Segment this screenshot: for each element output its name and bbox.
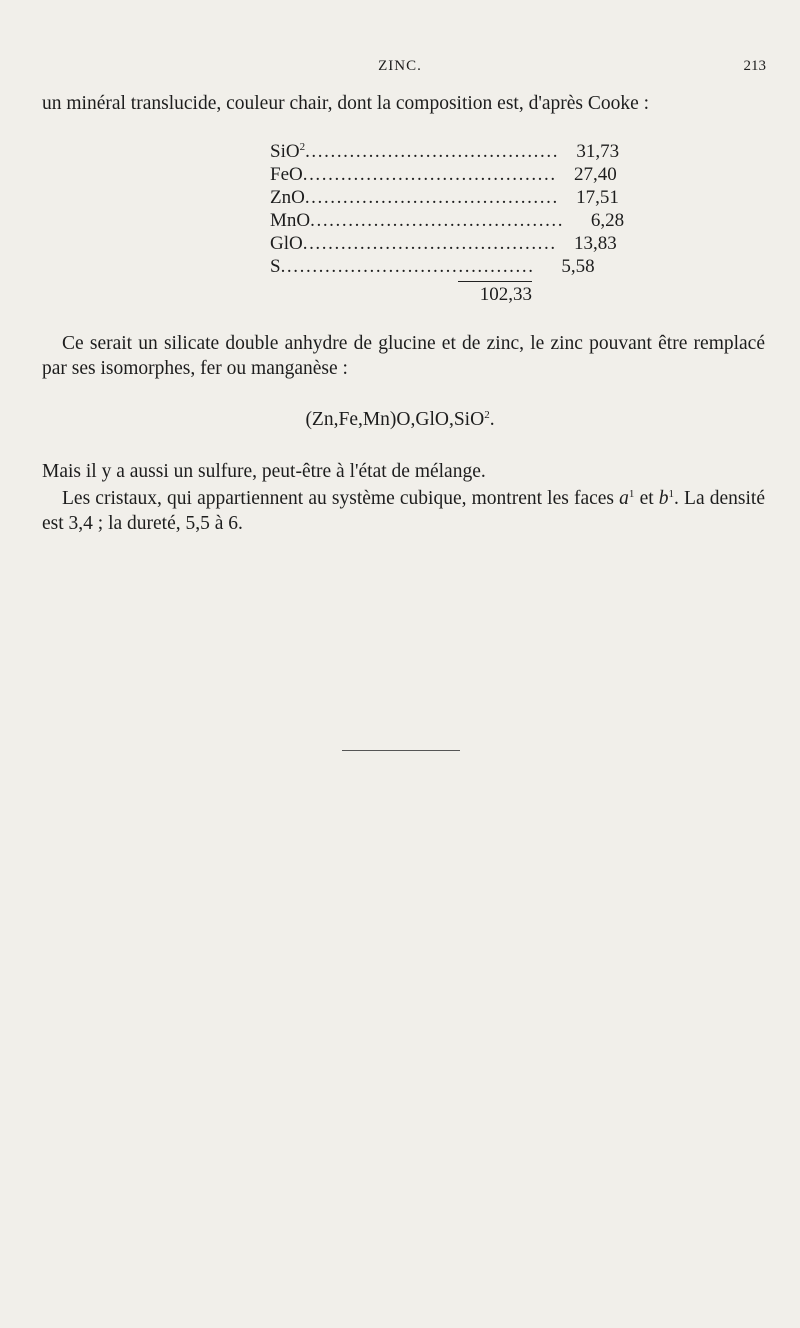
- leader-dots: ........................................: [280, 256, 535, 277]
- composition-name: S: [270, 256, 281, 277]
- composition-row: [270, 209, 625, 232]
- composition-value: 6,28: [590, 210, 625, 231]
- composition-total: 102,33: [479, 284, 532, 305]
- composition-row: [270, 232, 617, 255]
- section-separator: [342, 750, 460, 751]
- composition-row: [270, 186, 619, 209]
- running-header: ZINC.: [378, 58, 422, 74]
- silicate-paragraph: Ce serait un silicate double anhydre de glucine et de zinc, le zinc pouvant être remplacé par ses isomorphes, fer ou manganèse :: [42, 333, 765, 379]
- composition-value: 17,51: [576, 187, 619, 208]
- crystals-paragraph: Les cristaux, qui appartiennent au système cubique, montrent les faces $a^1$ et $b^1$. La densité est 3,4 ; la dureté, 5,5 à 6.: [42, 488, 765, 534]
- composition-row: [270, 140, 620, 163]
- composition-value: 31,73: [576, 141, 620, 162]
- composition-table: [270, 140, 625, 307]
- composition-value: 27,40: [573, 164, 617, 185]
- composition-name: FeO: [270, 164, 303, 185]
- composition-name: GlO: [270, 233, 303, 254]
- composition-value: 5,58: [561, 256, 595, 277]
- composition-value: 13,83: [573, 233, 617, 254]
- chemical-formula: (Zn,Fe,Mn)O,GlO,SiO$^2$.: [305, 409, 495, 430]
- leader-dots: ........................................: [305, 141, 560, 162]
- page-number: 213: [743, 58, 766, 74]
- leader-dots: ........................................: [302, 233, 557, 254]
- composition-row: [270, 255, 595, 278]
- composition-name: MnO: [270, 210, 311, 231]
- composition-name: ZnO: [270, 187, 305, 208]
- leader-dots: ........................................: [304, 187, 559, 208]
- leader-dots: ........................................: [310, 210, 565, 231]
- composition-row: [270, 163, 617, 186]
- composition-name: SiO$^2$: [270, 141, 306, 162]
- sulfide-paragraph: Mais il y a aussi un sulfure, peut-être à l'état de mélange.: [42, 461, 486, 482]
- intro-paragraph: un minéral translucide, couleur chair, dont la composition est, d'après Cooke :: [42, 93, 650, 114]
- leader-dots: ........................................: [302, 164, 557, 185]
